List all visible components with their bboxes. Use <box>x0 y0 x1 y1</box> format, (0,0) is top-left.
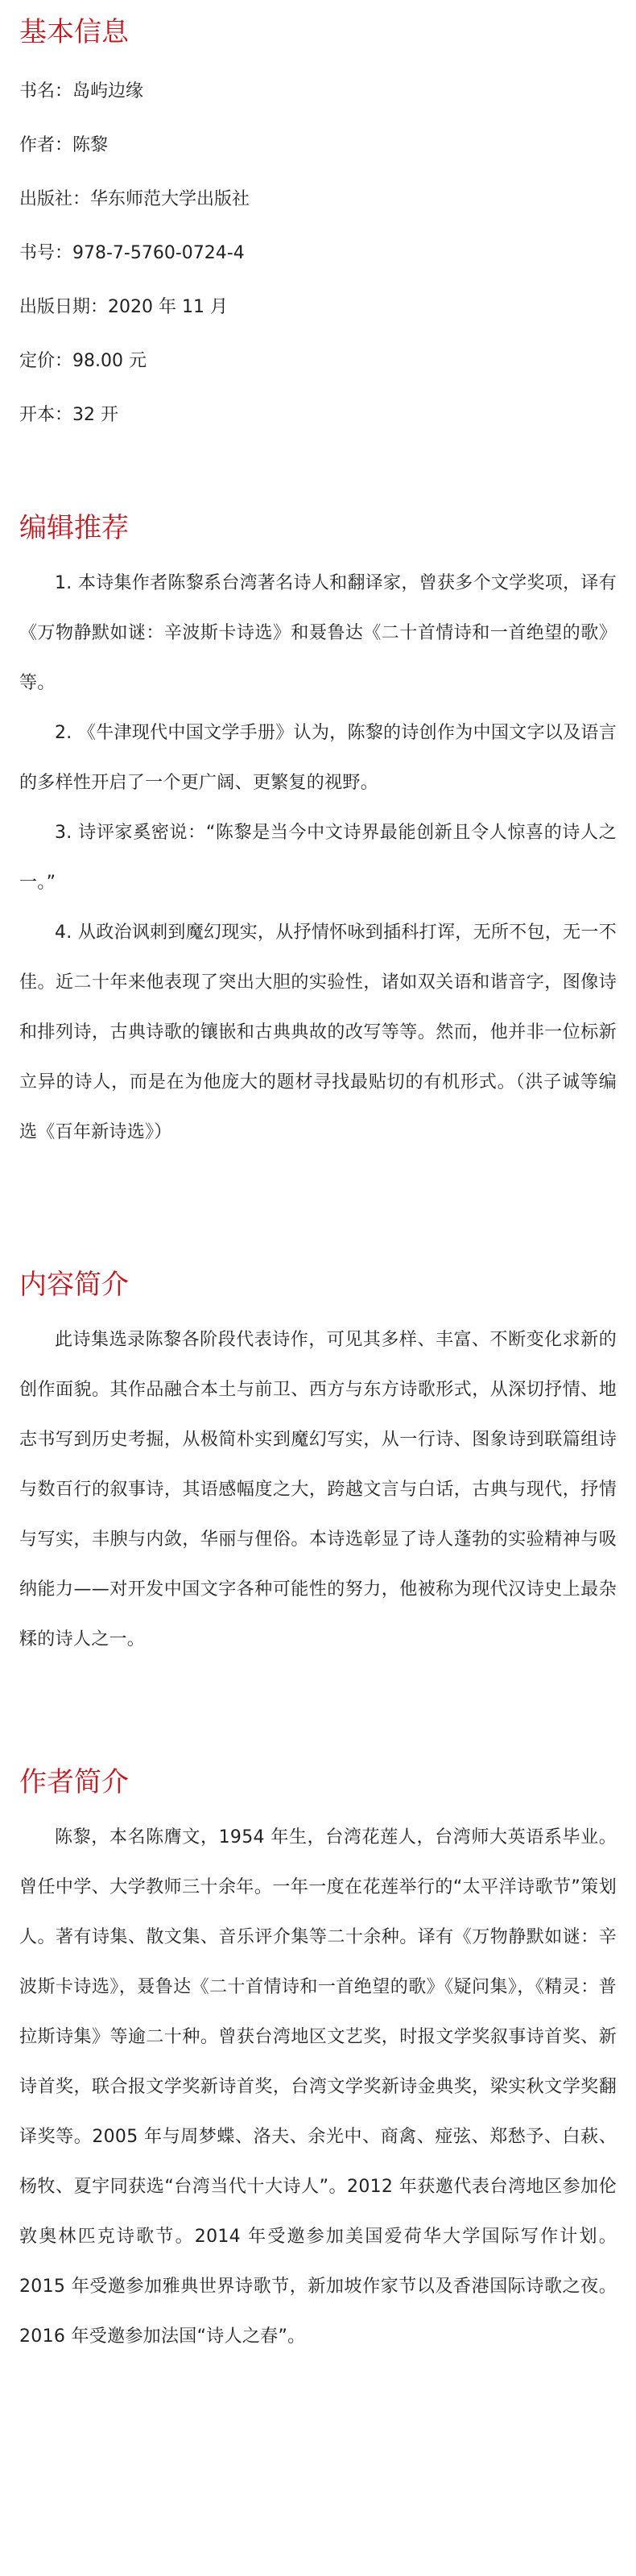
editor-paragraph: 3. 诗评家奚密说：“陈黎是当今中文诗界最能创新且令人惊喜的诗人之一。” <box>19 823 617 893</box>
info-publish-date: 出版日期：2020 年 11 月 <box>19 296 228 317</box>
info-format: 开本：32 开 <box>19 404 118 425</box>
content-paragraph: 此诗集选录陈黎各阶段代表诗作，可见其多样、丰富、不断变化求新的创作面貌。其作品融合本土与前卫、西方与东方诗歌形式，从深切抒情、地志书写到历史考掘，从极简朴实到魔幻写实，从一行诗、图象诗到联篇组诗与数百行的叙事诗，其语感幅度之大，跨越文言与白话，古典与现代，抒情与写实，丰腴与内敛，华丽与俚俗。本诗选彰显了诗人蓬勃的实验精神与吸纳能力——对开发中国文字各种可能性的努力，他被称为现代汉诗史上最杂糅的诗人之一。 <box>19 1330 617 1649</box>
editor-paragraph: 1. 本诗集作者陈黎系台湾著名诗人和翻译家，曾获多个文学奖项，译有《万物静默如谜：辛波斯卡诗选》和聂鲁达《二十首情诗和一首绝望的歌》等。 <box>19 573 617 693</box>
basic-info-heading: 基本信息 <box>19 16 129 48</box>
basic-info-list <box>19 64 617 442</box>
info-book-title: 书名：岛屿边缘 <box>19 80 144 101</box>
author-intro-body <box>19 1813 617 2362</box>
info-publisher: 出版社：华东师范大学出版社 <box>19 188 250 209</box>
author-paragraph: 陈黎，本名陈膺文，1954 年生，台湾花莲人，台湾师大英语系毕业。曾任中学、大学教师三十余年。一年一度在花莲举行的“太平洋诗歌节”策划人。著有诗集、散文集、音乐评介集等二十余种。译有《万物静默如谜：辛波斯卡诗选》，聂鲁达《二十首情诗和一首绝望的歌》《疑问集》，《精灵：普拉斯诗集》等逾二十种。曾获台湾地区文艺奖，时报文学奖叙事诗首奖、新诗首奖，联合报文学奖新诗首奖，台湾文学奖新诗金典奖，梁实秋文学奖翻译奖等。2005 年与周梦蝶、洛夫、余光中、商禽、痖弦、郑愁予、白萩、杨牧、夏宇同获选“台湾当代十大诗人”。2012 年获邀代表台湾地区参加伦敦奥林匹克诗歌节。2014 年受邀参加美国爱荷华大学国际写作计划。2015 年受邀参加雅典世界诗歌节，新加坡作家节以及香港国际诗歌之夜。2016 年受邀参加法国“诗人之春”。 <box>19 1827 617 2347</box>
info-price: 定价：98.00 元 <box>19 350 147 371</box>
editor-recommendation-heading: 编辑推荐 <box>19 512 129 544</box>
content-summary-heading: 内容简介 <box>19 1269 129 1301</box>
editor-recommendation-body <box>19 559 617 1158</box>
content-summary-body <box>19 1315 617 1665</box>
editor-paragraph: 2. 《牛津现代中国文学手册》认为，陈黎的诗创作为中国文字以及语言的多样性开启了一个更广阔、更繁复的视野。 <box>19 723 617 793</box>
editor-paragraph: 4. 从政治讽刺到魔幻现实，从抒情怀咏到插科打诨，无所不包，无一不佳。近二十年来他表现了突出大胆的实验性，诸如双关语和谐音字，图像诗和排列诗，古典诗歌的镶嵌和古典典故的改写等等。然而，他并非一位标新立异的诗人，而是在为他庞大的题材寻找最贴切的有机形式。（洪子诚等编选《百年新诗选》） <box>19 923 617 1142</box>
info-author: 作者：陈黎 <box>19 134 109 155</box>
author-intro-heading: 作者简介 <box>19 1766 129 1798</box>
info-isbn: 书号：978-7-5760-0724-4 <box>19 242 245 263</box>
